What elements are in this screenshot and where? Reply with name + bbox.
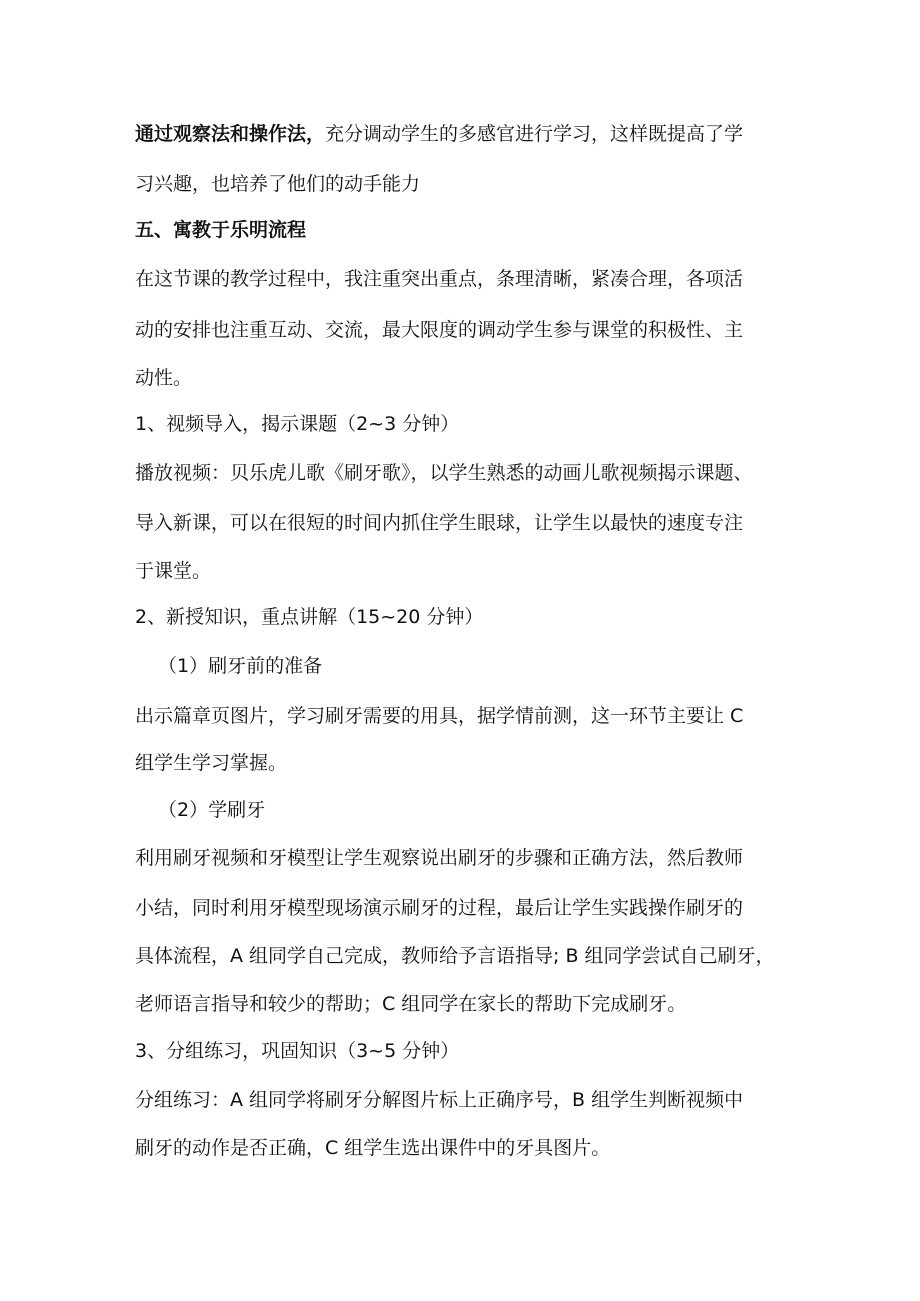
subsection-title: （2）学刷牙 [158,799,266,821]
paragraph-line: 分组练习：A 组同学将刷牙分解图片标上正确序号，B 组学生判断视频中 [135,1089,744,1111]
paragraph-line: 动性。 [135,367,193,389]
paragraph-line: 小结，同时利用牙模型现场演示刷牙的过程，最后让学生实践操作刷牙的 [135,897,744,919]
bold-lead-text: 通过观察法和操作法， [135,123,326,145]
paragraph-line: 在这节课的教学过程中，我注重突出重点，条理清晰，紧凑合理，各项活 [135,268,744,290]
paragraph-line: 导入新课，可以在很短的时间内抓住学生眼球，让学生以最快的速度专注 [135,512,744,534]
paragraph-observation-line-2: 习兴趣，也培养了他们的动手能力 [135,173,421,195]
subsection-title: （1）刷牙前的准备 [158,655,323,677]
step-title: 2、新授知识，重点讲解（15~20 分钟） [135,606,484,628]
paragraph-line: 播放视频：贝乐虎儿歌《刷牙歌》，以学生熟悉的动画儿歌视频揭示课题、 [135,462,753,484]
paragraph-line: 老师语言指导和较少的帮助；C 组同学在家长的帮助下完成刷牙。 [135,993,687,1015]
section-heading: 五、寓教于乐明流程 [135,219,307,241]
paragraph-line: 组学生学习掌握。 [135,752,288,774]
paragraph-line: 动的安排也注重互动、交流，最大限度的调动学生参与课堂的积极性、主 [135,319,744,341]
paragraph-line: 出示篇章页图片，学习刷牙需要的用具，据学情前测，这一环节主要让 C [135,705,744,727]
paragraph-observation-line-1 [135,122,815,146]
paragraph-line: 具体流程，A 组同学自己完成，教师给予言语指导; B 组同学尝试自己刷牙， [135,945,775,967]
paragraph-line: 于课堂。 [135,560,212,582]
step-title: 3、分组练习，巩固知识（3~5 分钟） [135,1040,460,1062]
paragraph-line: 利用刷牙视频和牙模型让学生观察说出刷牙的步骤和正确方法，然后教师 [135,847,744,869]
step-title: 1、视频导入，揭示课题（2~3 分钟） [135,413,460,435]
paragraph-line: 刷牙的动作是否正确，C 组学生选出课件中的牙具图片。 [135,1137,611,1159]
paragraph-text: 充分调动学生的多感官进行学习，这样既提高了学 [325,123,744,145]
